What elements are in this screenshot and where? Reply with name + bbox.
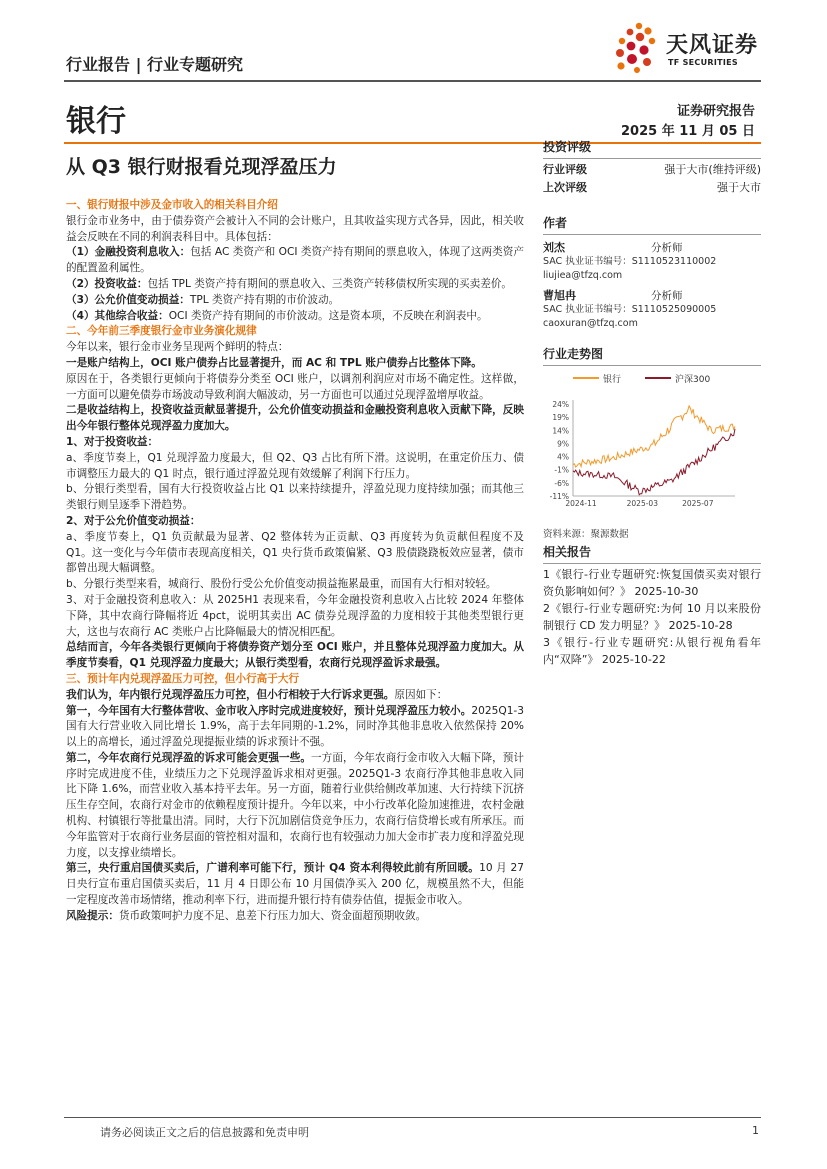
paragraph: 银行金市业务中，由于债券资产会被计入不同的会计账户，且其收益实现方式各异，因此，相关收益会反映在不同的利润表科目中。具体包括： [66, 214, 524, 243]
section-1-title: 一、银行财报中涉及金市收入的相关科目介绍 [66, 199, 278, 211]
legend-label: 银行 [603, 375, 622, 385]
author-email[interactable]: caoxuran@tfzq.com [543, 318, 638, 329]
rating-block [543, 138, 761, 197]
x-tick-label: 2024-11 [565, 499, 597, 508]
author-sac: SAC 执业证书编号：S1110525090005 [543, 304, 717, 315]
logo-text-en: TF SECURITIES [668, 58, 738, 67]
author-entry [543, 239, 761, 285]
related-item[interactable]: 2《银行-行业专题研究:为何 10 月以来股份制银行 CD 发力明显？》 2025-10-28 [543, 602, 761, 632]
y-tick-label: -11% [549, 492, 569, 501]
y-tick-label: 14% [552, 426, 569, 436]
rating-row: 行业评级 强于大市(维持评级) [543, 163, 761, 176]
y-tick-label: 24% [552, 400, 569, 409]
paragraph: 总结而言，今年各类银行更倾向于将债券资产划分至 OCI 账户，并且整体兑现浮盈力度加大。从季度节奏看，Q1 兑现浮盈力度最大；从银行类型看，农商行兑现浮盈诉求最强。 [66, 641, 524, 670]
related-heading: 相关报告 [543, 545, 592, 559]
author-name: 刘杰 [543, 241, 565, 254]
legend-label: 沪深300 [675, 375, 711, 385]
paragraph: 第一，今年国有大行整体营收、金市收入序时完成进度较好，预计兑现浮盈压力较小。2025Q1-3 国有大行营业收入同比增长 1.9%，高于去年同期的-1.2%，同时净其他非息收入依然保持 20%以上的高增长，通过浮盈兑现提振业绩的诉求预计不强。 [66, 704, 524, 749]
paragraph: （2）投资收益：包括 TPL 类资产持有期间的票息收入、三类资产转移债权所实现的买卖差价。 [66, 277, 513, 290]
y-tick-label: 19% [552, 413, 569, 423]
author-sac: SAC 执业证书编号：S1110523110002 [543, 256, 717, 267]
y-tick-label: -1% [554, 465, 569, 475]
paragraph: 一是账户结构上，OCI 账户债券占比显著提升，而 AC 和 TPL 账户债券占比整体下降。 [66, 356, 482, 369]
paragraph: a、季度节奏上，Q1 兑现浮盈力度最大，但 Q2、Q3 占比有所下滑。这说明，在重定价压力、债市调整压力最大的 Q1 时点，银行通过浮盈兑现有效缓解了利润下行压力。 [66, 451, 524, 480]
paragraph: a、季度节奏上，Q1 负贡献最为显著、Q2 整体转为正贡献、Q3 再度转为负贡献但程度不及 Q1。这一变化与今年债市表现高度相关，Q1 央行货币政策偏紧、Q3 股债跷跷板效应显著，债市都曾出现大幅调整。 [66, 530, 524, 575]
trend-heading: 行业走势图 [543, 347, 604, 361]
paragraph: b、分银行类型看，国有大行投资收益占比 Q1 以来持续提升，浮盈兑现力度持续加强；而其他三类银行则呈逐季下滑趋势。 [66, 483, 524, 512]
section-2-title: 二、今年前三季度银行金市业务演化规律 [66, 325, 257, 338]
header-divider [64, 80, 761, 82]
trend-chart [543, 370, 761, 520]
paragraph: 我们认为，年内银行兑现浮盈压力可控，但小行相较于大行诉求更强。原因如下： [66, 688, 448, 701]
chart-source: 资料来源：聚源数据 [543, 529, 629, 540]
paragraph: 原因在于，各类银行更倾向于将债券分类至 OCI 账户，以调剂利润应对市场不确定性。这样做，一方面可以避免债券市场波动导致利润大幅波动，另一方面也可以通过兑现浮盈增厚收益。 [66, 372, 524, 401]
report-title: 从 Q3 银行财报看兑现浮盈压力 [66, 156, 337, 178]
rating-row: 上次评级 强于大市 [543, 181, 761, 194]
y-tick-label: 9% [557, 439, 569, 449]
footer-divider [64, 1117, 761, 1118]
y-tick-label: -6% [554, 478, 569, 488]
main-body [66, 198, 524, 925]
authors-block [543, 214, 761, 333]
paragraph: （3）公允价值变动损益：TPL 类资产持有期的市价波动。 [66, 293, 340, 306]
x-tick-label: 2025-07 [682, 499, 714, 508]
author-role: 分析师 [651, 242, 683, 254]
report-type: 证券研究报告 [676, 104, 755, 119]
section-3-title: 三、预计年内兑现浮盈压力可控，但小行高于大行 [66, 672, 300, 685]
divider [543, 563, 761, 564]
sector-title: 银行 [66, 104, 126, 139]
logo-mark-icon [612, 22, 662, 74]
x-tick-label: 2025-03 [626, 499, 658, 508]
trend-block [543, 345, 761, 542]
company-logo [612, 22, 772, 74]
logo-text-cn: 天风证券 [666, 33, 759, 58]
author-name: 曹旭冉 [543, 289, 576, 302]
subheading: 1、对于投资收益： [66, 435, 159, 448]
paragraph: 第三，央行重启国债买卖后，广谱利率可能下行，预计 Q4 资本利得较此前有所回暖。10 月 27 日央行宣布重启国债买卖后，11 月 4 日即公布 10 月国债净买入 200 亿，规模虽然不大，但能一定程度改善市场情绪，推动利率下行，进而提升银行持有债券估值，提振金市收入。 [66, 862, 524, 907]
related-item[interactable]: 3《银行-行业专题研究:从银行视角看年内“双降”》 2025-10-22 [543, 636, 761, 666]
paragraph: b、分银行类型来看，城商行、股份行受公允价值变动损益拖累最重，而国有大行相对较轻。 [66, 578, 497, 591]
related-block [543, 543, 761, 668]
series-line-bank [573, 406, 735, 467]
author-role: 分析师 [651, 290, 683, 302]
authors-heading: 作者 [543, 216, 568, 230]
divider [543, 365, 761, 366]
paragraph: （4）其他综合收益：OCI 类资产持有期间的市价波动。这是资本项，不反映在利润表中。 [66, 309, 488, 322]
page-number: 1 [752, 1124, 759, 1137]
paragraph: （1）金融投资利息收入：包括 AC 类资产和 OCI 类资产持有期间的票息收入，体现了这两类资产的配置盈利属性。 [66, 246, 524, 275]
report-date: 2025 年 11 月 05 日 [621, 124, 755, 139]
subheading: 2、对于公允价值变动损益： [66, 514, 201, 527]
divider [543, 158, 761, 159]
author-entry [543, 287, 761, 333]
paragraph: 风险提示：货币政策呵护力度不足、息差下行压力加大、资金面超预期收敛。 [66, 909, 427, 922]
report-category: 行业报告 | 行业专题研究 [66, 55, 243, 74]
paragraph: 二是收益结构上，投资收益贡献显著提升，公允价值变动损益和金融投资利息收入贡献下降，反映出今年银行整体兑现浮盈力度加大。 [66, 404, 524, 433]
footer-disclaimer: 请务必阅读正文之后的信息披露和免责申明 [100, 1126, 309, 1139]
paragraph: 今年以来，银行金市业务呈现两个鲜明的特点： [66, 341, 289, 354]
related-item[interactable]: 1《银行-行业专题研究:恢复国债买卖对银行资负影响如何？》 2025-10-30 [543, 568, 761, 598]
paragraph: 3、对于金融投资利息收入：从 2025H1 表现来看，今年金融投资利息收入占比较 2024 年整体下降，其中农商行降幅将近 4pct，说明其卖出 AC 债券兑现浮盈的力度相较于其他类型银行更大，这也与农商行 AC 类账户占比降幅最大的情况相匹配。 [66, 593, 524, 638]
author-email[interactable]: liujiea@tfzq.com [543, 270, 623, 281]
y-tick-label: 4% [557, 452, 569, 462]
rating-heading: 投资评级 [543, 140, 592, 154]
divider [543, 234, 761, 235]
paragraph: 第二，今年农商行兑现浮盈的诉求可能会更强一些。一方面，今年农商行金市收入大幅下降，预计序时完成进度不佳，业绩压力之下兑现浮盈诉求相对更强。2025Q1-3 农商行净其他非息收入同比下降 1.6%，而营业收入基本持平去年。另一方面，随着行业供给侧改革加速、大行持续下沉挤压生存空间，农商行对金市的依赖程度预计提升。今年以来，中小行改革化险加速推进，农村金融机构、村镇银行等批量出清。同时，大行下沉加剧信贷竞争压力，农商行信贷增长或有所承压。而今年监管对于农商行业务层面的管控相对温和，农商行也有较强动力加大金市扩表力度和浮盈兑现力度，以支撑业绩增长。 [66, 751, 525, 859]
